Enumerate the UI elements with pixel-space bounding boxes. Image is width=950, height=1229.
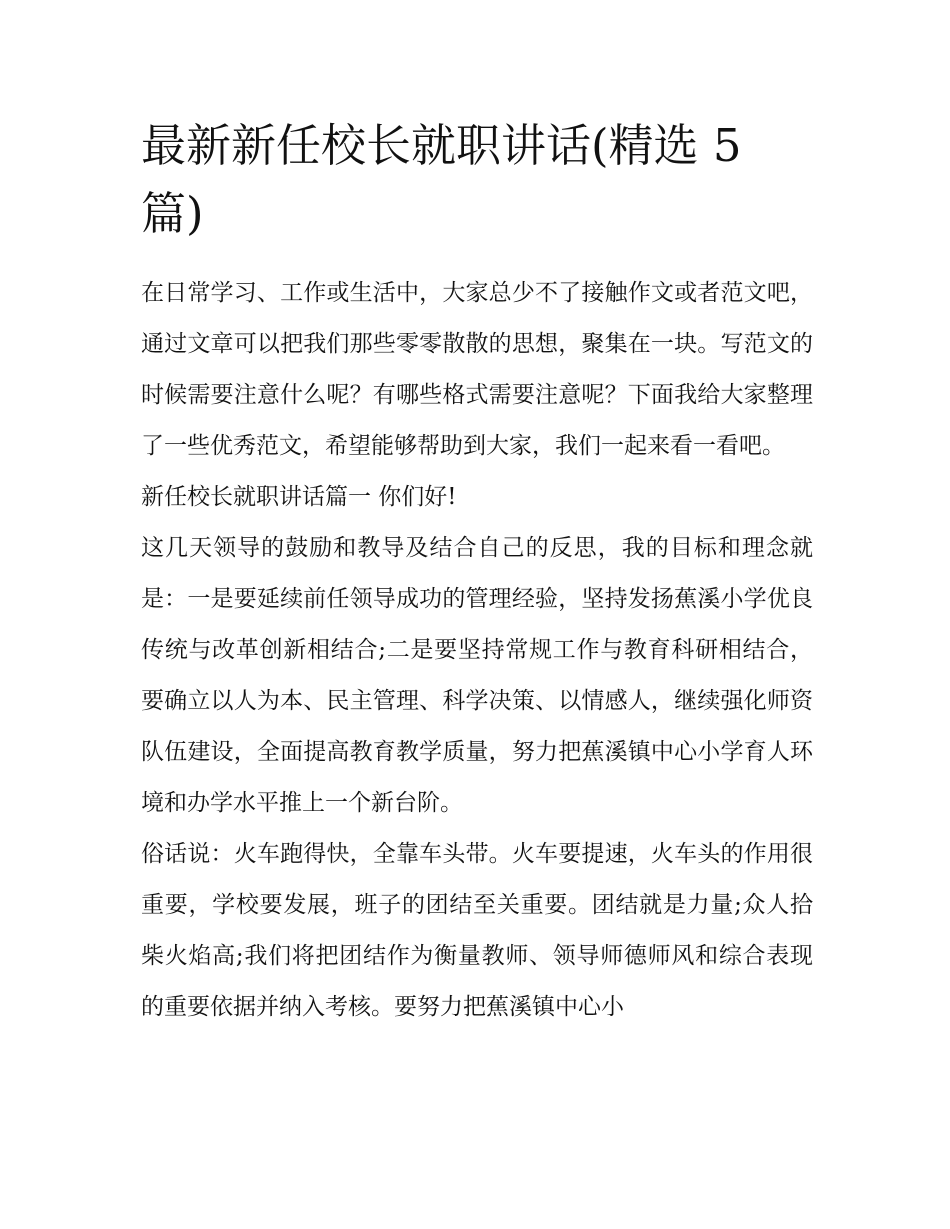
paragraph-list bbox=[141, 268, 813, 1033]
body-paragraph-unity: 俗话说：火车跑得快，全靠车头带。火车要提速，火车头的作用很重要，学校要发展，班子的团结至关重要。团结就是力量;众人拾柴火焰高;我们将把团结作为衡量教师、领导师德师风和综合表现的重要依据并纳入考核。要努力把蕉溪镇中心小 bbox=[141, 841, 813, 1020]
document-title: 最新新任校长就职讲话(精选 5 篇) bbox=[141, 119, 742, 240]
document-body bbox=[141, 112, 813, 1033]
body-paragraph-goals: 这几天领导的鼓励和教导及结合自己的反思，我的目标和理念就是：一是要延续前任领导成功的管理经验，坚持发扬蕉溪小学优良传统与改革创新相结合;二是要坚持常规工作与教育科研相结合，要确立以人为本、民主管理、科学决策、以情感人，继续强化师资队伍建设，全面提高教育教学质量，努力把蕉溪镇中心小学育人环境和办学水平推上一个新台阶。 bbox=[141, 535, 813, 816]
intro-paragraph: 在日常学习、工作或生活中，大家总少不了接触作文或者范文吧，通过文章可以把我们那些零零散散的思想，聚集在一块。写范文的时候需要注意什么呢？有哪些格式需要注意呢？下面我给大家整理了一些优秀范文，希望能够帮助到大家，我们一起来看一看吧。 bbox=[141, 280, 813, 459]
section-heading-greeting: 新任校长就职讲话篇一 你们好! bbox=[141, 484, 457, 510]
